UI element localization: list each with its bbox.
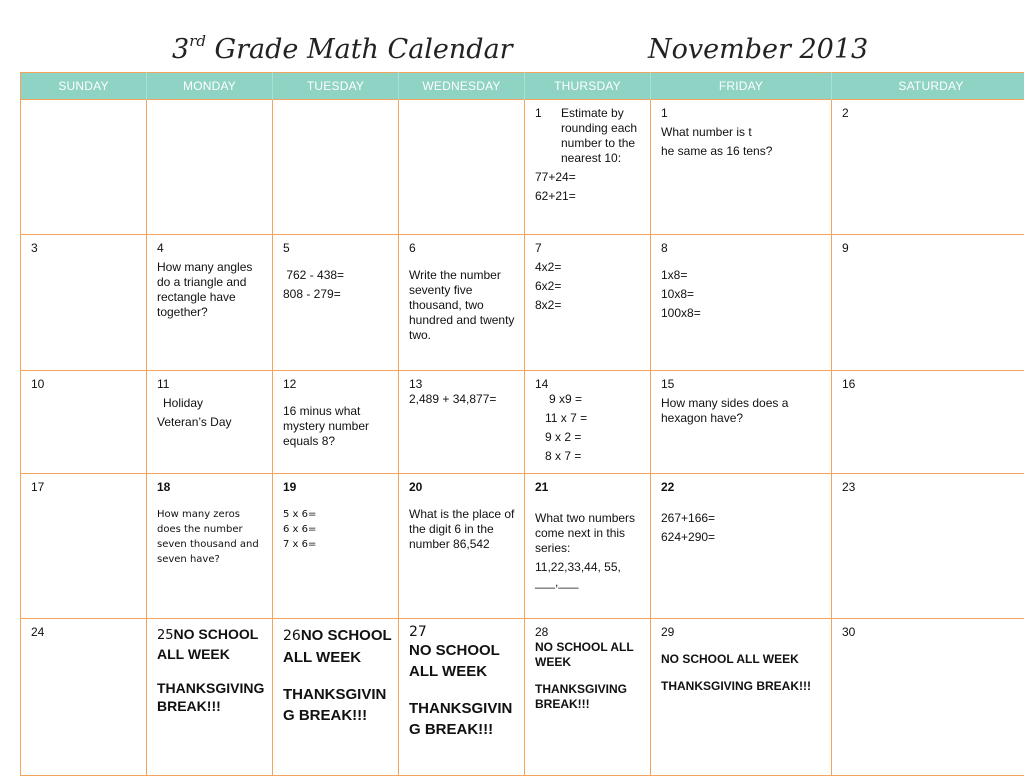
day-number: 24 bbox=[31, 625, 140, 640]
day-number: 5 bbox=[283, 241, 392, 256]
day-cell-nov-19 bbox=[273, 474, 399, 619]
no-school-notice: NO SCHOOL ALL WEEK bbox=[535, 640, 644, 670]
day-number: 10 bbox=[31, 377, 140, 392]
problem-line: 1x8= bbox=[661, 268, 825, 283]
day-cell-nov-17 bbox=[21, 474, 147, 619]
day-cell-nov-11 bbox=[147, 371, 273, 474]
day-cell-nov-2 bbox=[832, 100, 1024, 235]
day-number: 1 bbox=[661, 106, 825, 121]
day-number: 19 bbox=[283, 480, 392, 495]
day-cell-empty bbox=[21, 100, 147, 235]
no-school-notice: NO SCHOOL ALL WEEK bbox=[409, 640, 518, 682]
day-number: 26 bbox=[283, 628, 301, 644]
problem-line: 8 x 7 = bbox=[535, 449, 644, 464]
day-number: 8 bbox=[661, 241, 825, 256]
day-cell-nov-10 bbox=[21, 371, 147, 474]
day-number: 9 bbox=[842, 241, 1024, 256]
day-number: 21 bbox=[535, 480, 644, 495]
day-cell-nov-1-thu bbox=[525, 100, 651, 235]
problem-text: Write the number seventy five thousand, two hundred and twenty two. bbox=[409, 268, 518, 343]
day-cell-nov-4 bbox=[147, 235, 273, 371]
day-number: 4 bbox=[157, 241, 266, 256]
problem-line: 10x8= bbox=[661, 287, 825, 302]
thanksgiving-notice: THANKSGIVING BREAK!!! bbox=[535, 682, 644, 712]
no-school-notice: NO SCHOOL ALL WEEK bbox=[661, 652, 825, 667]
header-friday: FRIDAY bbox=[651, 73, 832, 100]
problem-line: 62+21= bbox=[535, 189, 644, 204]
day-cell-nov-3 bbox=[21, 235, 147, 371]
problem-line: What number is t bbox=[661, 125, 825, 140]
problem-line: 6 x 6= bbox=[283, 522, 392, 537]
day-cell-empty bbox=[147, 100, 273, 235]
day-cell-nov-20 bbox=[399, 474, 525, 619]
day-number: 7 bbox=[535, 241, 644, 256]
problem-text: What two numbers come next in this series: bbox=[535, 511, 644, 556]
problem-line: 808 - 279= bbox=[283, 287, 392, 302]
thanksgiving-notice: THANKSGIVING BREAK!!! bbox=[409, 698, 518, 740]
problem-line: he same as 16 tens? bbox=[661, 144, 825, 159]
week-row-2 bbox=[21, 235, 1024, 371]
page-title bbox=[0, 30, 1024, 70]
day-cell-nov-22 bbox=[651, 474, 832, 619]
day-number: 28 bbox=[535, 625, 644, 640]
day-number: 11 bbox=[157, 377, 266, 392]
day-number: 17 bbox=[31, 480, 140, 495]
problem-text: How many zeros does the number seven thousand and seven have? bbox=[157, 507, 266, 567]
day-cell-nov-23 bbox=[832, 474, 1024, 619]
header-wednesday: WEDNESDAY bbox=[399, 73, 525, 100]
day-cell-empty bbox=[399, 100, 525, 235]
day-number: 14 bbox=[535, 377, 644, 392]
day-cell-nov-18 bbox=[147, 474, 273, 619]
problem-line: 6x2= bbox=[535, 279, 644, 294]
problem-text: How many sides does a hexagon have? bbox=[661, 396, 825, 426]
day-cell-nov-7 bbox=[525, 235, 651, 371]
problem-line: 624+290= bbox=[661, 530, 825, 545]
problem-text: What is the place of the digit 6 in the number 86,542 bbox=[409, 507, 518, 552]
day-cell-nov-24 bbox=[21, 619, 147, 776]
holiday-label: Holiday bbox=[157, 396, 266, 411]
problem-line: 762 - 438= bbox=[283, 268, 392, 283]
day-number: 25 bbox=[157, 628, 174, 643]
week-row-3 bbox=[21, 371, 1024, 474]
problem-text: How many angles do a triangle and rectangle have together? bbox=[157, 260, 266, 320]
day-cell-nov-15 bbox=[651, 371, 832, 474]
problem-text: 2,489 + 34,877= bbox=[409, 392, 518, 407]
day-number: 30 bbox=[842, 625, 1024, 640]
calendar-month: November 2013 bbox=[648, 34, 868, 65]
day-number: 13 bbox=[409, 377, 518, 392]
holiday-name: Veteran’s Day bbox=[157, 415, 266, 430]
day-number: 1 bbox=[535, 106, 542, 121]
problem-line: 4x2= bbox=[535, 260, 644, 275]
day-cell-empty bbox=[273, 100, 399, 235]
day-cell-nov-5 bbox=[273, 235, 399, 371]
day-cell-nov-9 bbox=[832, 235, 1024, 371]
day-cell-nov-6 bbox=[399, 235, 525, 371]
month-calendar bbox=[20, 72, 1024, 776]
weekday-header bbox=[21, 73, 1024, 100]
header-monday: MONDAY bbox=[147, 73, 273, 100]
week-row-1 bbox=[21, 100, 1024, 235]
day-cell-nov-12 bbox=[273, 371, 399, 474]
week-row-5 bbox=[21, 619, 1024, 776]
day-number: 16 bbox=[842, 377, 1024, 392]
day-number: 29 bbox=[661, 625, 825, 640]
day-number: 6 bbox=[409, 241, 518, 256]
thanksgiving-notice: THANKSGIVING BREAK!!! bbox=[157, 679, 266, 715]
problem-line: 5 x 6= bbox=[283, 507, 392, 522]
calendar-title: 3rd Grade Math Calendar bbox=[172, 34, 513, 65]
day-cell-nov-21 bbox=[525, 474, 651, 619]
header-saturday: SATURDAY bbox=[832, 73, 1024, 100]
problem-text: 16 minus what mystery number equals 8? bbox=[283, 404, 392, 449]
problem-line: 11,22,33,44, 55, ___,___ bbox=[535, 560, 644, 590]
header-sunday: SUNDAY bbox=[21, 73, 147, 100]
week-row-4 bbox=[21, 474, 1024, 619]
day-cell-nov-28 bbox=[525, 619, 651, 776]
day-cell-nov-13 bbox=[399, 371, 525, 474]
day-cell-nov-29 bbox=[651, 619, 832, 776]
problem-line: 77+24= bbox=[535, 170, 644, 185]
day-number: 18 bbox=[157, 480, 266, 495]
problem-line: 11 x 7 = bbox=[535, 411, 644, 426]
header-tuesday: TUESDAY bbox=[273, 73, 399, 100]
day-cell-nov-8 bbox=[651, 235, 832, 371]
day-cell-nov-30 bbox=[832, 619, 1024, 776]
day-number: 2 bbox=[842, 106, 1024, 121]
day-number: 22 bbox=[661, 480, 825, 495]
problem-line: 7 x 6= bbox=[283, 537, 392, 552]
problem-line: 8x2= bbox=[535, 298, 644, 313]
thanksgiving-notice: THANKSGIVING BREAK!!! bbox=[661, 679, 825, 694]
problem-line: 267+166= bbox=[661, 511, 825, 526]
day-cell-nov-14 bbox=[525, 371, 651, 474]
day-number: 23 bbox=[842, 480, 1024, 495]
no-school-notice: 25NO SCHOOL ALL WEEK bbox=[157, 625, 266, 663]
day-number: 12 bbox=[283, 377, 392, 392]
problem-text: Estimate by rounding each number to the nearest 10: bbox=[535, 106, 644, 166]
day-number: 15 bbox=[661, 377, 825, 392]
day-number: 20 bbox=[409, 480, 518, 495]
day-cell-nov-25 bbox=[147, 619, 273, 776]
header-thursday: THURSDAY bbox=[525, 73, 651, 100]
no-school-notice: 26NO SCHOOL ALL WEEK bbox=[283, 625, 392, 668]
problem-line: 9 x9 = bbox=[535, 392, 644, 407]
problem-line: 9 x 2 = bbox=[535, 430, 644, 445]
problem-line: 100x8= bbox=[661, 306, 825, 321]
day-cell-nov-16 bbox=[832, 371, 1024, 474]
day-number: 27 bbox=[409, 625, 518, 640]
day-cell-nov-27 bbox=[399, 619, 525, 776]
day-cell-nov-26 bbox=[273, 619, 399, 776]
day-cell-nov-1-fri bbox=[651, 100, 832, 235]
thanksgiving-notice: THANKSGIVING BREAK!!! bbox=[283, 684, 392, 726]
estimate-item bbox=[535, 106, 644, 166]
day-number: 3 bbox=[31, 241, 140, 256]
